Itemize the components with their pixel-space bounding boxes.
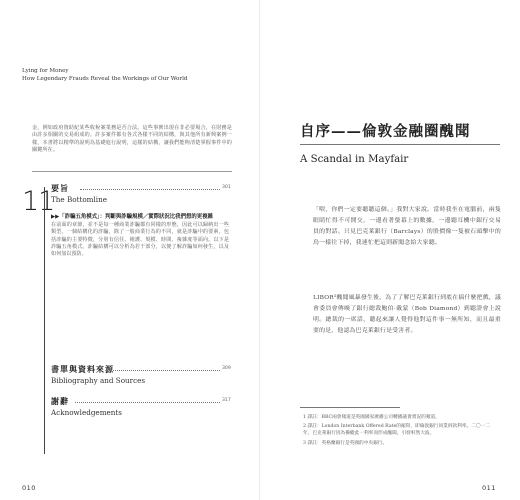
footnote: 2 譯註：London Interbank Offered Rate的縮寫，即倫敦銀行同業拆款利率。二〇一二年，巴克萊銀行因為操縱此一利率而形成醜聞，引發軒然大波。 [303,424,491,437]
title-divider [300,144,500,145]
toc-page: 301 [222,185,231,190]
toc-entry-en: Acknowledgements [51,408,122,417]
page-number-left: 010 [22,484,36,492]
running-head-title: Lying for Money [22,68,69,74]
toc-entry-zh: 謝辭 [51,396,69,406]
running-head-subtitle: How Legendary Frauds Reveal the Workings of Our World [22,76,188,82]
divider [32,171,232,172]
toc-page: 317 [222,398,231,403]
page-number-right: 011 [482,484,496,492]
vertical-rule [44,187,45,454]
toc-entry-en: Bibliography and Sources [51,376,146,385]
right-page [260,0,520,500]
toc-leader [110,370,220,371]
body-paragraph: LIBOR²醜聞風暴發生後，為了了解巴克萊銀行到底在搞什麼把戲，議會委員會傳喚了銀行總裁鮑伯·戴蒙（Bob Diamond）到聽證會上說明。總裁的一席話，聽起來讓人覺得他對這件事一無所知，而且最重要的是，他認為巴克萊銀行是受害者。 [313,295,501,334]
section-heading: ▶▶「詐騙五角模式」：判斷與詐騙規模／實際狀況比我們想的更複雜 [51,214,213,220]
footnote: 3 譯註：英格蘭銀行是英國的中央銀行。 [303,441,388,446]
section-body: 在前面的章節，並不是每一種商業詐騙都有同樣的形態，因此可以歸納出一些類型。一個結構化的詐騙，除了一般商業行為的不同，就是詐騙中的要素，包括詐騙的主要特徵，分別有信任、掩護、規模、時間、複雜度等面向。以下是詐騙五角模式。詐騙結構可以分析為若干部分，以便了解詐騙如何發生，以及如何加以預防。 [51,222,229,258]
footnote: 1 譯註：BBC兩會頻道是英國國家廣播公司轉播議會實況的頻道。 [303,415,440,420]
body-paragraph: 「喂，你們一定要聽聽這個。」我對大家說。當時我坐在電腦前，兩隻眼睛忙得不可開交，一邊看著螢幕上的數據，一邊聽耳機中銀行交易員的對話。只見巴克萊銀行（Barclays）的股價像一隻被石頭擊中的鳥一樣往下掉，我連忙把這則新聞念給大家聽。 [313,207,501,246]
chapter-number: 11 [22,186,55,217]
toc-leader [75,402,220,403]
toc-entry-zh: 要旨 [51,183,69,193]
toc-leader [80,189,220,190]
toc-entry-zh: 書單與資料來源 [51,364,114,374]
footnote-rule [300,407,400,408]
toc-entry-en: The Bottomline [51,195,107,204]
toc-page: 309 [222,366,231,371]
chapter-title-en: A Scandal in Mayfair [300,154,409,165]
intro-paragraph: 金，例如政府資助紀某些收稅案業務是否合法。這些事實出現在非必要場合，在財務是由許多相關的交易組成的。許多案件都有各式各樣不同的結構，與其他所有新興案例一樣，本書將以精準的說明為基礎進行說明，這樣的結構，讓我們能夠清楚掌握事件中的關鍵所在。 [32,125,232,154]
chapter-title-zh: 自序——倫敦金融圈醜聞 [300,123,471,140]
